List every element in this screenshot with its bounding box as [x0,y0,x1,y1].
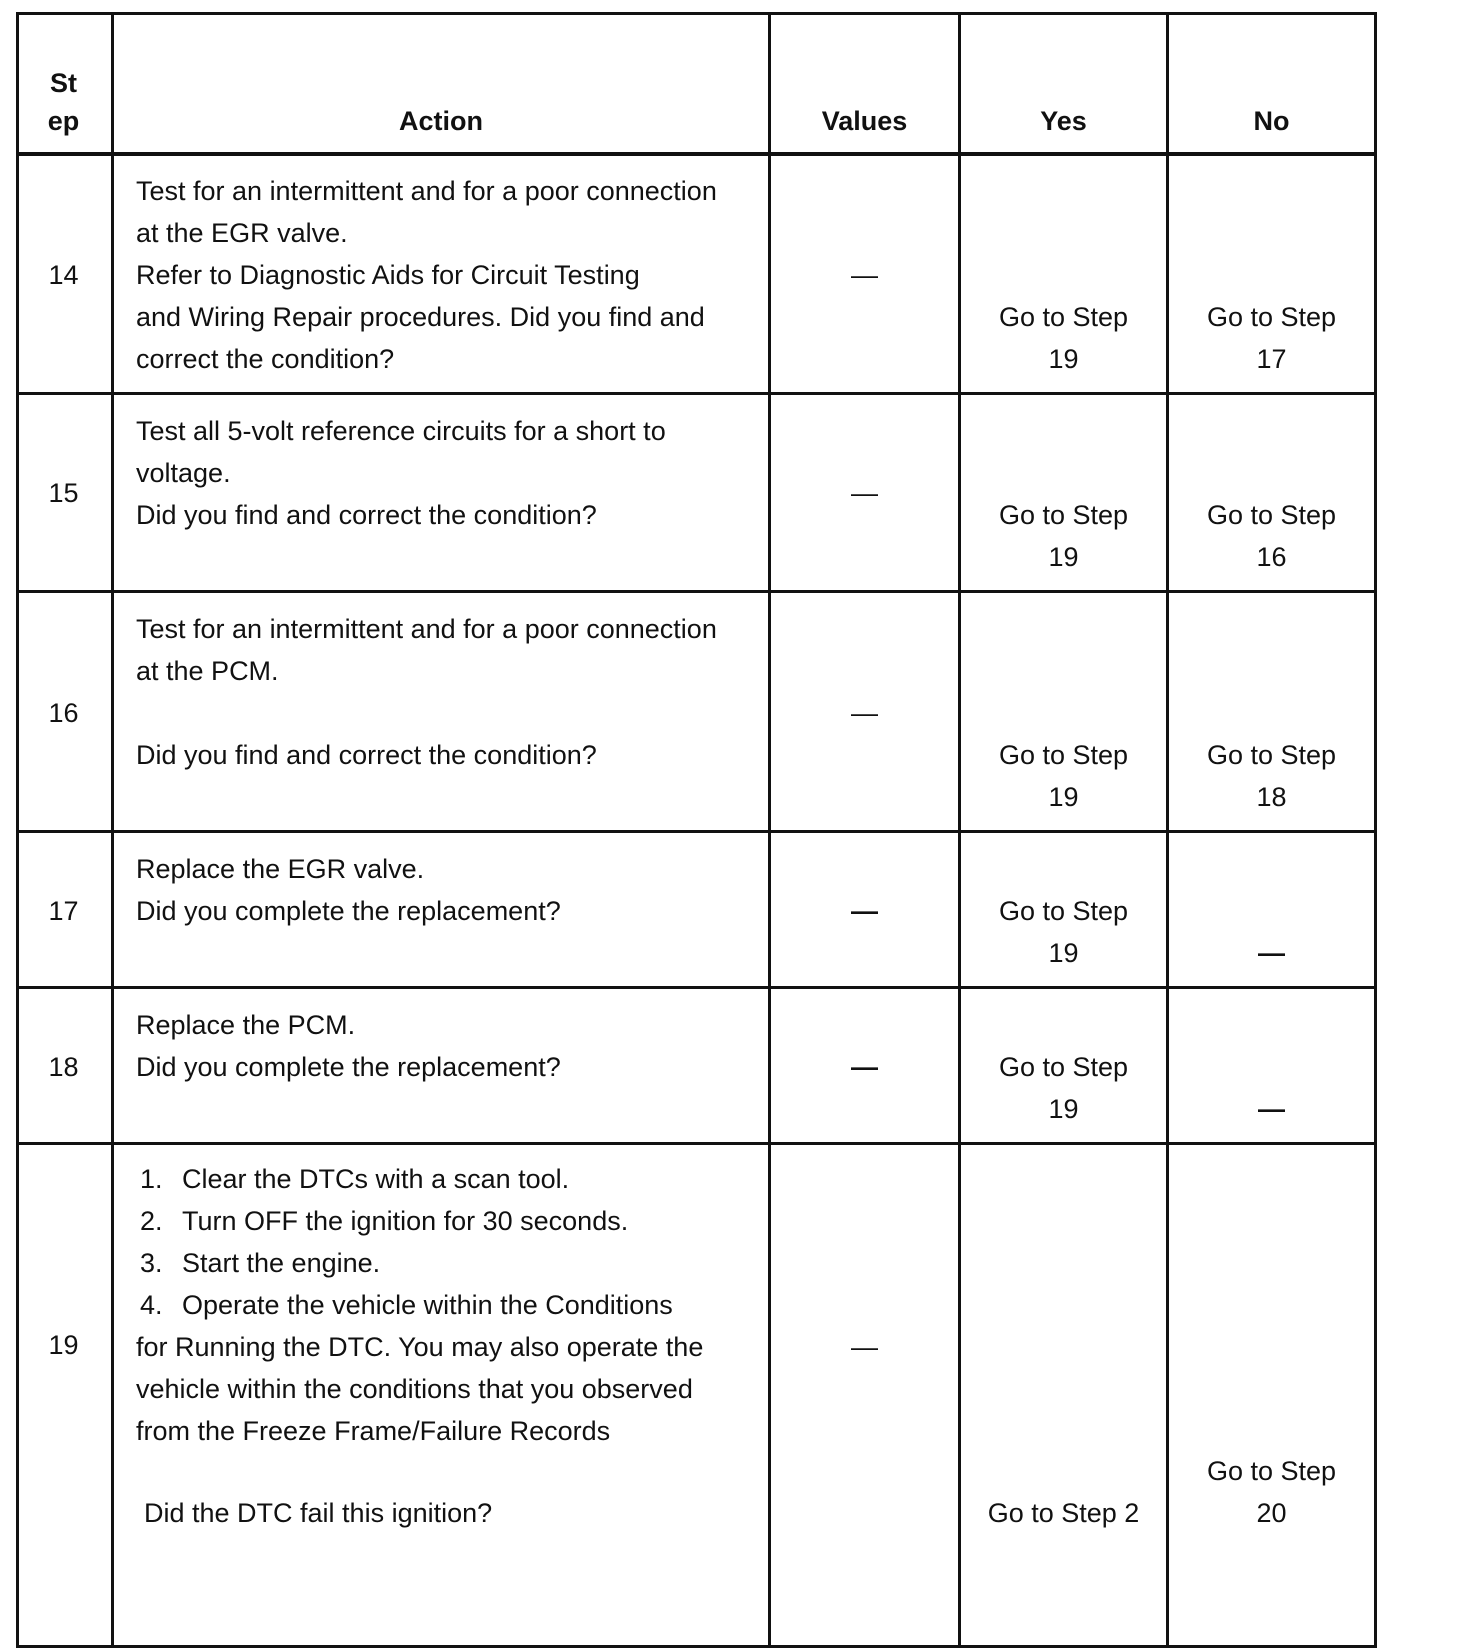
no-cell: Go to Step [1206,302,1337,332]
no-cell: 17 [1256,344,1287,374]
list-text: Operate the vehicle within the Conditions [182,1290,673,1320]
row-divider [16,830,1374,833]
list-number: 4. [140,1290,163,1320]
action-text: vehicle within the conditions that you observed [136,1374,693,1404]
header-action: Action [399,106,483,136]
no-cell: 18 [1256,782,1287,812]
action-text: Replace the PCM. [136,1010,356,1040]
action-text: Test for an intermittent and for a poor connection [136,176,717,206]
yes-cell: 19 [1048,1094,1079,1124]
yes-cell: Go to Step [998,1052,1129,1082]
action-text: Did you find and correct the condition? [136,740,597,770]
list-text: Start the engine. [182,1248,381,1278]
no-cell: Go to Step [1206,740,1337,770]
action-text: for Running the DTC. You may also operate the [136,1332,704,1362]
table-border-bottom [16,1645,1374,1648]
yes-cell: 19 [1048,542,1079,572]
header-step-line1: St [50,68,77,98]
no-cell: — [1258,938,1285,968]
action-text: Did you find and correct the condition? [136,500,597,530]
action-text: Refer to Diagnostic Aids for Circuit Testing [136,260,640,290]
action-text: Did you complete the replacement? [136,1052,561,1082]
action-text: Test for an intermittent and for a poor connection [136,614,717,644]
step-number: 16 [48,698,79,728]
yes-cell: Go to Step [998,500,1129,530]
action-text: Did you complete the replacement? [136,896,561,926]
row-divider [16,590,1374,593]
list-number: 1. [140,1164,163,1194]
action-text: and Wiring Repair procedures. Did you find and [136,302,705,332]
yes-cell: Go to Step [998,740,1129,770]
yes-cell: Go to Step 2 [987,1498,1140,1528]
list-text: Turn OFF the ignition for 30 seconds. [182,1206,629,1236]
no-cell: Go to Step [1206,500,1337,530]
no-cell: — [1258,1094,1285,1124]
header-divider [16,152,1374,156]
step-number: 19 [48,1330,79,1360]
list-number: 2. [140,1206,163,1236]
action-text: Test all 5-volt reference circuits for a short to [136,416,666,446]
step-number: 17 [48,896,79,926]
header-values: Values [821,106,908,136]
no-cell: Go to Step [1206,1456,1337,1486]
yes-cell: 19 [1048,344,1079,374]
no-cell: 20 [1256,1498,1287,1528]
yes-cell: 19 [1048,938,1079,968]
list-item [136,1290,673,1320]
action-text: voltage. [136,458,231,488]
step-number: 18 [48,1052,79,1082]
diagnostic-table [16,12,1462,1648]
table-border-right [1374,12,1377,1648]
yes-cell: Go to Step [998,896,1129,926]
list-item [136,1206,628,1236]
action-text: at the PCM. [136,656,279,686]
list-number: 3. [140,1248,163,1278]
list-text: Clear the DTCs with a scan tool. [182,1164,570,1194]
row-divider [16,986,1374,989]
yes-cell: 19 [1048,782,1079,812]
action-text: at the EGR valve. [136,218,348,248]
header-yes: Yes [1040,106,1087,136]
header-no: No [1253,106,1290,136]
action-text: correct the condition? [136,344,395,374]
row-divider [16,1142,1374,1145]
action-text: Did the DTC fail this ignition? [144,1498,493,1528]
no-cell: 16 [1256,542,1287,572]
values-cell: — [851,478,878,508]
action-text: Replace the EGR valve. [136,854,425,884]
values-cell: — [851,260,878,290]
step-number: 15 [48,478,79,508]
header-step-line2: ep [47,106,80,136]
table-border-top [16,12,1374,15]
row-divider [16,392,1374,395]
values-cell: — [851,896,878,926]
values-cell: — [851,1332,878,1362]
action-text: from the Freeze Frame/Failure Records [136,1416,611,1446]
list-item [136,1164,569,1194]
values-cell: — [851,1052,878,1082]
values-cell: — [851,698,878,728]
list-item [136,1248,380,1278]
yes-cell: Go to Step [998,302,1129,332]
step-number: 14 [48,260,79,290]
